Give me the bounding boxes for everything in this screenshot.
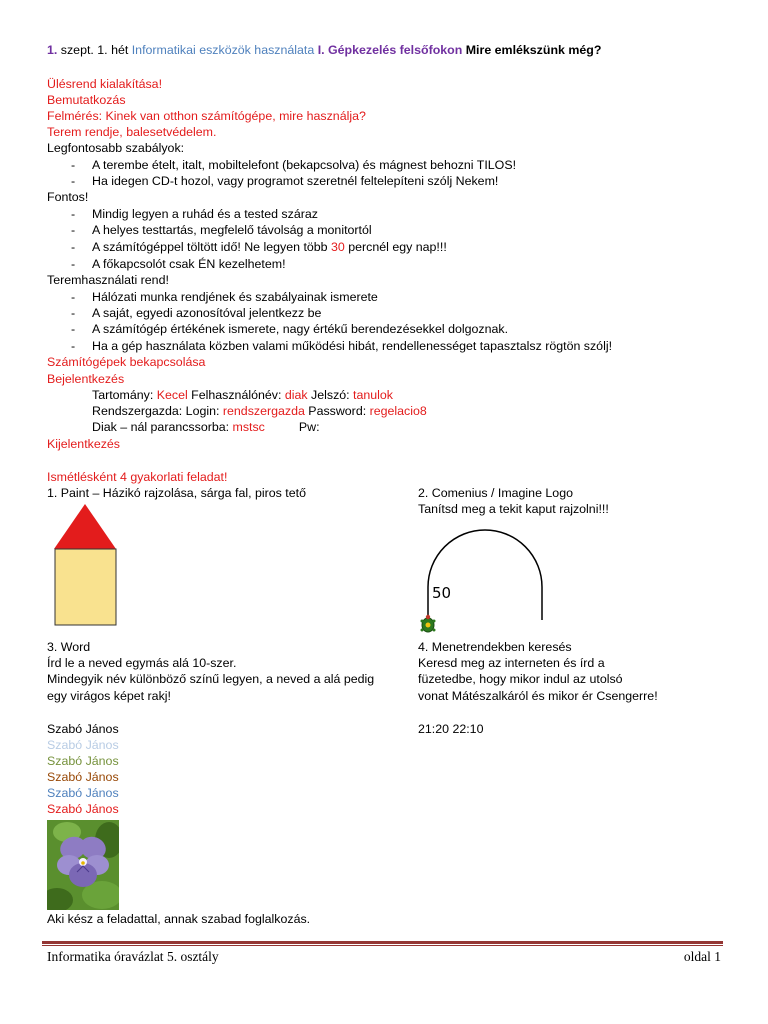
bullet-dash: - bbox=[71, 174, 76, 188]
admin-value: rendszergazda bbox=[222, 404, 305, 418]
intro-introduction: Bemutatkozás bbox=[47, 93, 126, 107]
task4-title: 4. Menetrendekben keresés bbox=[418, 640, 572, 654]
room-rule-item: Hálózati munka rendjének és szabályainak ismerete bbox=[92, 290, 378, 304]
house-wall bbox=[55, 549, 116, 625]
admin-login-line bbox=[92, 403, 427, 419]
header-question: Mire emlékszünk még? bbox=[462, 43, 602, 57]
domain-value: Kecel bbox=[156, 388, 188, 402]
cmd-value: mstsc bbox=[232, 420, 265, 434]
bullet-dash: - bbox=[71, 223, 76, 237]
important-title: Fontos! bbox=[47, 190, 89, 204]
task2-desc: Tanítsd meg a tekit kaput rajzolni!!! bbox=[418, 502, 609, 516]
bullet-dash: - bbox=[71, 290, 76, 304]
pass-value: tanulok bbox=[353, 388, 394, 402]
important-item: A helyes testtartás, megfelelő távolság a monitortól bbox=[92, 223, 372, 237]
task3-line: Mindegyik név különböző színű legyen, a neved a alá pedig bbox=[47, 672, 375, 686]
name-entry: Szabó János bbox=[47, 802, 119, 816]
admin-label: Rendszergazda: Login: bbox=[92, 404, 223, 418]
task3-line: egy virágos képet rakj! bbox=[47, 689, 171, 703]
footer-rule bbox=[42, 941, 723, 944]
time-text-post: percnél egy nap!!! bbox=[344, 240, 447, 254]
header-number: 1. bbox=[47, 43, 58, 57]
time-limit-number: 30 bbox=[331, 240, 345, 254]
bullet-dash: - bbox=[71, 339, 76, 353]
violet-flower-image bbox=[47, 820, 119, 910]
task4-line: füzetedbe, hogy mikor indul az utolsó bbox=[418, 672, 623, 686]
domain-label: Tartomány: bbox=[92, 388, 157, 402]
rule-item: Ha idegen CD-t hozol, vagy programot szeretnél feltelepíteni szólj Nekem! bbox=[92, 174, 499, 188]
bullet-dash: - bbox=[71, 207, 76, 221]
pw-label: Pw: bbox=[298, 420, 320, 434]
admin-pass-value: regelacio8 bbox=[369, 404, 427, 418]
footer-title: Informatika óravázlat 5. osztály bbox=[47, 949, 219, 964]
room-rule-item: Ha a gép használata közben valami működési hibát, rendellenességet tapasztalsz rögtön szólj! bbox=[92, 339, 613, 353]
task3-line: Írd le a neved egymás alá 10-szer. bbox=[47, 656, 237, 670]
name-entry: Szabó János bbox=[47, 786, 119, 800]
bullet-dash: - bbox=[71, 306, 76, 320]
logo-step-number: 50 bbox=[432, 584, 452, 602]
bullet-dash: - bbox=[71, 240, 76, 254]
task3-title: 3. Word bbox=[47, 640, 91, 654]
footer-page-number: oldal 1 bbox=[683, 949, 721, 964]
house-roof bbox=[54, 504, 116, 549]
task1-title: 1. Paint – Házikó rajzolása, sárga fal, piros tető bbox=[47, 486, 306, 500]
house-drawing bbox=[53, 503, 117, 626]
important-item: Mindig legyen a ruhád és a tested száraz bbox=[92, 207, 318, 221]
intro-room-order: Terem rendje, balesetvédelem. bbox=[47, 125, 217, 139]
flower-graphic bbox=[47, 820, 119, 910]
logo-gate-drawing bbox=[418, 525, 548, 640]
important-item: A főkapcsolót csak ÉN kezelhetem! bbox=[92, 257, 286, 271]
login-heading: Bejelentkezés bbox=[47, 372, 125, 386]
footer-rule-thin bbox=[42, 945, 723, 946]
name-entry: Szabó János bbox=[47, 722, 119, 736]
gate-path bbox=[428, 530, 542, 620]
task2-title: 2. Comenius / Imagine Logo bbox=[418, 486, 573, 500]
room-rule-item: A számítógép értékének ismerete, nagy értékű berendezésekkel dolgoznak. bbox=[92, 322, 509, 336]
turtle-icon bbox=[421, 615, 436, 632]
rule-item: A terembe ételt, italt, mobiltelefont (bekapcsolva) és mágnest behozni TILOS! bbox=[92, 158, 517, 172]
task4-line: Keresd meg az interneten és írd a bbox=[418, 656, 605, 670]
room-rules-title: Teremhasználati rend! bbox=[47, 273, 169, 287]
name-entry: Szabó János bbox=[47, 770, 119, 784]
command-line bbox=[92, 419, 320, 435]
header-topic: Informatikai eszközök használata bbox=[131, 43, 315, 57]
bullet-dash: - bbox=[71, 257, 76, 271]
header-line bbox=[47, 42, 601, 58]
room-rule-item: A saját, egyedi azonosítóval jelentkezz be bbox=[92, 306, 322, 320]
tasks-title: Ismétlésként 4 gyakorlati feladat! bbox=[47, 470, 228, 484]
intro-seating: Ülésrend kialakítása! bbox=[47, 77, 163, 91]
header-chapter: I. Gépkezelés felsőfokon bbox=[314, 43, 463, 57]
task4-line: vonat Mátészalkáról és mikor ér Csengerre! bbox=[418, 689, 658, 703]
admin-pass-label: Password: bbox=[304, 404, 370, 418]
header-week: szept. 1. hét bbox=[57, 43, 132, 57]
user-value: diak bbox=[284, 388, 308, 402]
time-text-pre: A számítógéppel töltött idő! Ne legyen több bbox=[92, 240, 332, 254]
name-entry: Szabó János bbox=[47, 754, 119, 768]
intro-survey: Felmérés: Kinek van otthon számítógépe, mire használja? bbox=[47, 109, 366, 123]
pass-label: Jelszó: bbox=[307, 388, 354, 402]
important-item-time bbox=[92, 239, 447, 255]
startup-heading: Számítógépek bekapcsolása bbox=[47, 355, 206, 369]
bullet-dash: - bbox=[71, 158, 76, 172]
login-domain-line bbox=[92, 387, 393, 403]
logout-heading: Kijelentkezés bbox=[47, 437, 121, 451]
closing-note: Aki kész a feladattal, annak szabad foglalkozás. bbox=[47, 912, 311, 926]
name-entry: Szabó János bbox=[47, 738, 119, 752]
rules-title: Legfontosabb szabályok: bbox=[47, 141, 185, 155]
task4-answer: 21:20 22:10 bbox=[418, 722, 484, 736]
user-label: Felhasználónév: bbox=[187, 388, 285, 402]
cmd-label: Diak – nál parancssorba: bbox=[92, 420, 233, 434]
bullet-dash: - bbox=[71, 322, 76, 336]
